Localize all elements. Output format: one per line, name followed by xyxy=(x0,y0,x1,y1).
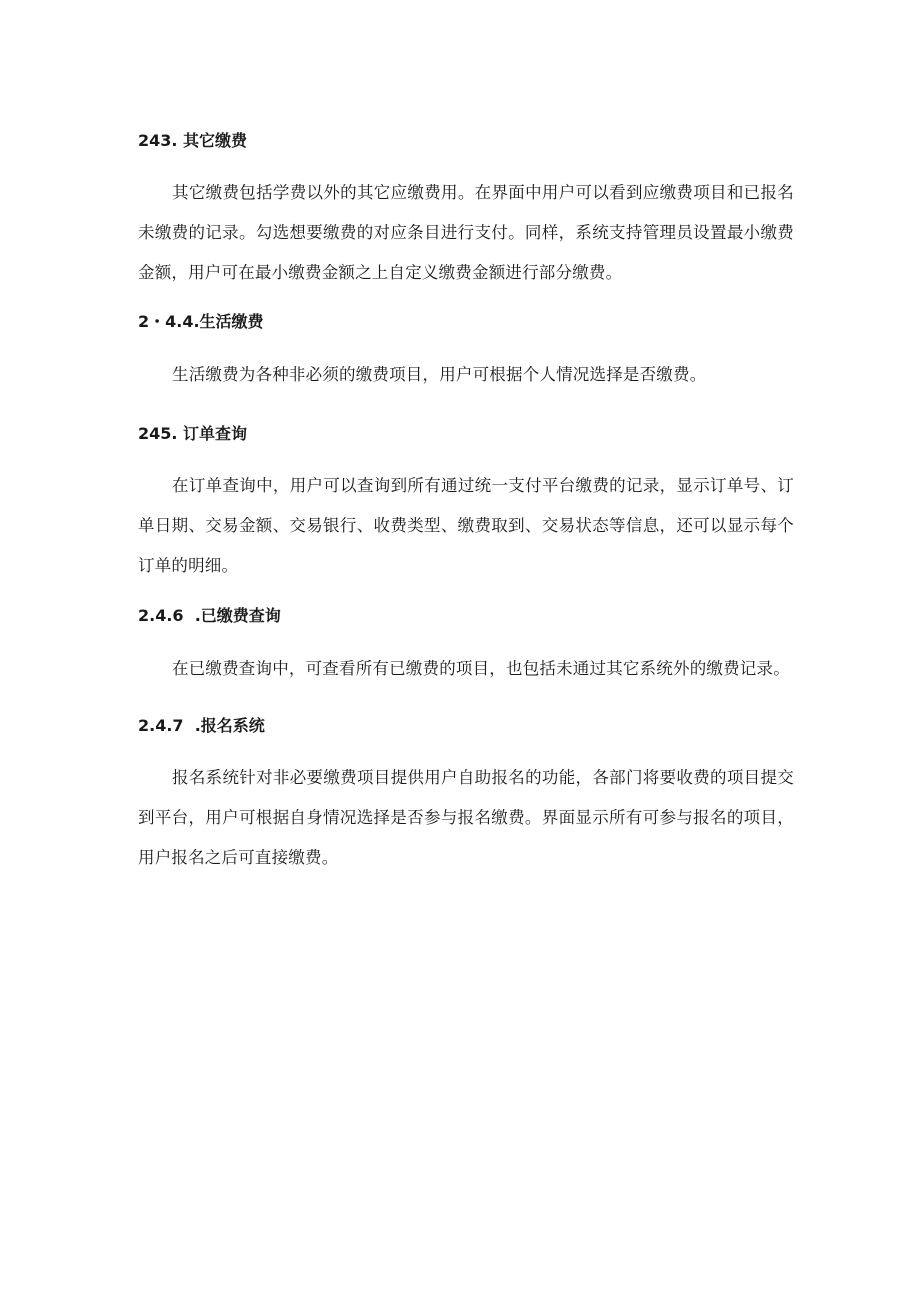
section-body-2-4-4: 生活缴费为各种非必须的缴费项目，用户可根据个人情况选择是否缴费。 xyxy=(172,365,707,384)
section-heading-2-4-6: 2.4.6 .已缴费查询 xyxy=(138,606,281,625)
section-heading-2-4-7: 2.4.7 .报名系统 xyxy=(138,716,265,735)
section-heading-2-4-3: 243. 其它缴费 xyxy=(138,131,248,150)
section-body-2-4-6: 在已缴费查询中，可查看所有已缴费的项目，也包括未通过其它系统外的缴费记录。 xyxy=(172,659,790,678)
section-heading-2-4-5: 245. 订单查询 xyxy=(138,424,248,443)
section-body-2-4-3: 其它缴费包括学费以外的其它应缴费用。在界面中用户可以看到应缴费项目和已报名未缴费的记录。勾选想要缴费的对应条目进行支付。同样，系统支持管理员设置最小缴费金额，用户可在最小缴费金额之上自定义缴费金额进行部分缴费。 xyxy=(138,183,794,282)
section-body-2-4-5: 在订单查询中，用户可以查询到所有通过统一支付平台缴费的记录，显示订单号、订单日期、交易金额、交易银行、收费类型、缴费取到、交易状态等信息，还可以显示每个订单的明细。 xyxy=(138,476,794,575)
section-body-2-4-7: 报名系统针对非必要缴费项目提供用户自助报名的功能，各部门将要收费的项目提交到平台，用户可根据自身情况选择是否参与报名缴费。界面显示所有可参与报名的项目，用户报名之后可直接缴费。 xyxy=(138,768,794,867)
section-heading-2-4-4: 2・4.4.生活缴费 xyxy=(138,312,264,331)
